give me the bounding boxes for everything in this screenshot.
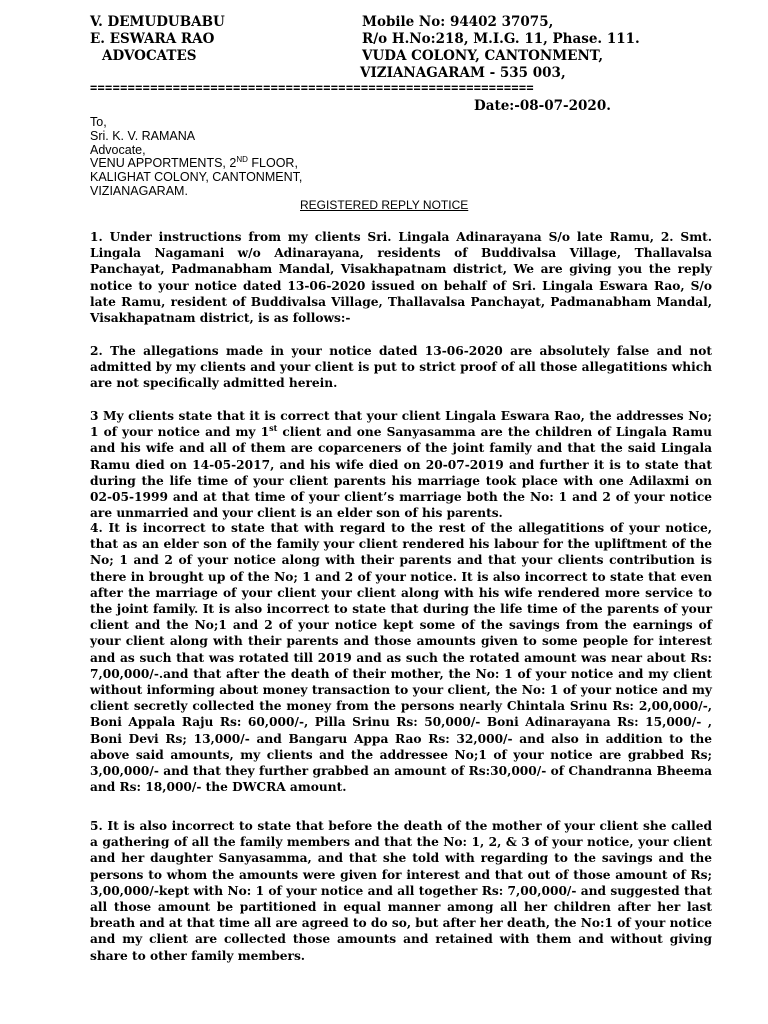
office-address-line3: VIZIANAGARAM - 535 003, (360, 65, 566, 81)
mobile-number: Mobile No: 94402 37075, (362, 14, 554, 30)
paragraph-4: 4. It is incorrect to state that with regard to the rest of the allegatitions of your notice, that as an elder son of the family your client rendered his labour for the upliftment of the No; 1 and 2 of your notice along with their parents and that your clients contribution is there in brought up of the No; 1 and 2 of your notice. It is also incorrect to state that even after the marriage of your client your client along with his wife rendered more service to the joint family. It is also incorrect to state that during the life time of the parents of your client and the No;1 and 2 of your notice kept some of the savings from the earnings of your client along with their parents and those amounts given to some people for interest and as such that was rotated till 2019 and as such the rotated amount was near about Rs: 7,00,000/-.and that after the death of their mother, the No: 1 of your notice and my client without informing about money transaction to your client, the No: 1 of your notice and my client secretly collected the money from the persons nearly Chintala Srinu Rs: 2,00,000/-, Boni Appala Raju Rs: 60,000/-, Pilla Srinu Rs: 50,000/- Boni Adinarayana Rs: 15,000/- , Boni Devi Rs; 13,000/- and Bangaru Appa Rao Rs: 32,000/- and also in addition to the above said amounts, my clients and the addressee No;1 of your notice are grabbed Rs; 3,00,000/- and that they further grabbed an amount of Rs:30,000/- of Chandranna Bheema and Rs: 18,000/- the DWCRA amount. (90, 521, 712, 795)
paragraph-5: 5. It is also incorrect to state that before the death of the mother of your client she called a gathering of all the family members and that the No: 1, 2, & 3 of your notice, your client and her daughter Sanyasamma, and that she told with regarding to the savings and the persons to whom the amounts were given for interest and that out of those amount of Rs; 3,00,000/-kept with No: 1 of your notice and all together Rs: 7,00,000/- and suggested that all those amount be partitioned in equal manner among all her children after her last breath and at that time all are agreed to do so, but after her death, the No:1 of your notice and my client are collected those amounts and retained with them and without giving share to other family members. (90, 819, 712, 963)
notice-date: Date:-08-07-2020. (474, 98, 611, 114)
paragraph-1: 1. Under instructions from my clients Sri. Lingala Adinarayana S/o late Ramu, 2. Smt. Lingala Nagamani w/o Adinarayana, residents of Buddivalsa Village, Thallavalsa Panchayat, Padmanabham Mandal, Visakhapatnam district, We are giving you the reply notice to your notice dated 13-06-2020 issued on behalf of Sri. Lingala Eswara Rao, S/o late Ramu, resident of Buddivalsa Village, Thallavalsa Panchayat, Padmanabham Mandal, Visakhapatnam district, is as follows:- (90, 230, 712, 326)
recipient-address-line1: VENU APPORTMENTS, 2ND FLOOR, (90, 154, 298, 170)
office-address-line2: VUDA COLONY, CANTONMENT, (362, 48, 604, 64)
paragraph-3: 3 My clients state that it is correct that your client Lingala Eswara Rao, the addresses No; 1 of your notice and my 1st client and one Sanyasamma are the children of Lingala Ramu and his wife and all of them are coparceners of the joint family and that the said Lingala Ramu died on 14-05-2017, and his wife died on 20-07-2019 and further it is to state that during the life time of your client parents his marriage took place with one Adilaxmi on 02-05-1999 and at that time of your client’s marriage both the No: 1 and 2 of your notice are unmarried and your client is an elder son of his parents. (90, 409, 713, 521)
advocate-name-2: E. ESWARA RAO (90, 31, 215, 47)
office-address-line1: R/o H.No:218, M.I.G. 11, Phase. 111. (362, 31, 640, 47)
recipient-address-line2: KALIGHAT COLONY, CANTONMENT, (90, 170, 303, 184)
recipient-name: Sri. K. V. RAMANA (90, 129, 196, 143)
advocates-title: ADVOCATES (102, 48, 197, 64)
advocate-name-1: V. DEMUDUBABU (90, 14, 225, 30)
paragraph-2: 2. The allegations made in your notice dated 13-06-2020 are absolutely false and not admitted by my clients and your client is put to strict proof of all those allegatitions which are not specifically admitted herein. (90, 344, 712, 391)
header-divider: =========================================================== (90, 81, 534, 95)
address-to: To, (90, 115, 107, 129)
notice-heading: REGISTERED REPLY NOTICE (300, 198, 469, 212)
recipient-designation: Advocate, (90, 143, 146, 157)
recipient-address-line3: VIZIANAGARAM. (90, 184, 188, 198)
